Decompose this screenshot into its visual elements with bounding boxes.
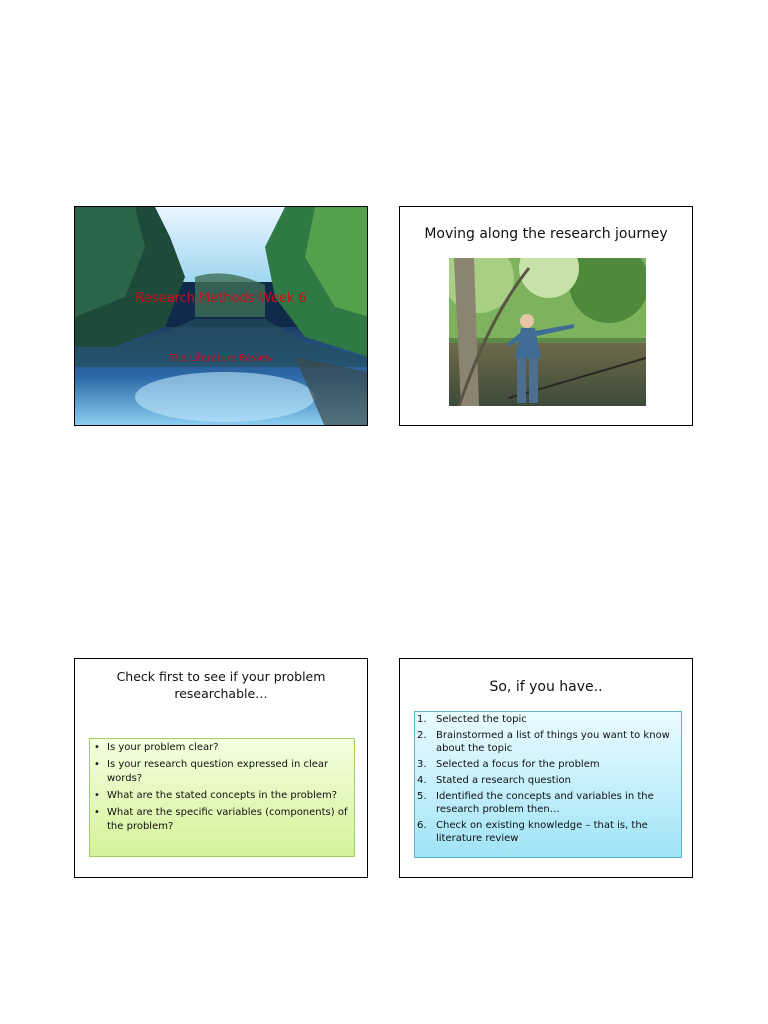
slide-4-title-text: So, if you have.. — [489, 679, 603, 695]
bullet-icon: • — [94, 759, 100, 770]
list-item — [417, 774, 675, 787]
list-item-text: Selected the topic — [436, 714, 527, 725]
slide-2-title-text: Moving along the research journey — [424, 226, 668, 242]
list-item-text: Identified the concepts and variables in the research problem then… — [436, 791, 654, 815]
list-item — [417, 729, 675, 755]
slide-3-title-text: Check first to see if your problem researchable… — [116, 669, 326, 701]
list-item-number: 2. — [417, 730, 427, 741]
list-item — [94, 741, 348, 755]
bullet-icon: • — [94, 790, 100, 801]
list-item-text: Is your research question expressed in clear words? — [107, 759, 329, 784]
numbered-list — [417, 713, 675, 845]
list-item — [94, 789, 348, 803]
list-item — [94, 806, 348, 834]
list-item-number: 6. — [417, 820, 427, 831]
bullet-list — [94, 741, 348, 834]
slide-1-title — [74, 206, 368, 426]
slide-1-subtitle-text: The Literature Review — [168, 353, 274, 364]
list-item — [94, 758, 348, 786]
list-item-number: 4. — [417, 775, 427, 786]
slide-1-title-text: Research Methods Week 6 — [135, 291, 307, 306]
list-item — [417, 819, 675, 845]
list-item-text: Is your problem clear? — [107, 742, 219, 753]
list-item — [417, 758, 675, 771]
slide-2-journey — [399, 206, 693, 426]
blue-steps-box — [414, 711, 682, 858]
bullet-icon: • — [94, 807, 100, 818]
list-item-number: 1. — [417, 714, 427, 725]
list-item-text: Stated a research question — [436, 775, 571, 786]
list-item-number: 3. — [417, 759, 427, 770]
list-item-text: Brainstormed a list of things you want to know about the topic — [436, 730, 670, 754]
river-photo — [75, 207, 368, 426]
list-item — [417, 790, 675, 816]
bullet-icon: • — [94, 742, 100, 753]
person-in-river-photo — [449, 258, 646, 406]
list-item-text: Selected a focus for the problem — [436, 759, 600, 770]
list-item-number: 5. — [417, 791, 427, 802]
list-item-text: Check on existing knowledge – that is, the literature review — [436, 820, 648, 844]
slide-3-check-researchable — [74, 658, 368, 878]
list-item — [417, 713, 675, 726]
green-question-box — [89, 738, 355, 857]
list-item-text: What are the specific variables (components) of the problem? — [107, 807, 348, 832]
list-item-text: What are the stated concepts in the problem? — [107, 790, 338, 801]
slide-4-so-if-you-have — [399, 658, 693, 878]
